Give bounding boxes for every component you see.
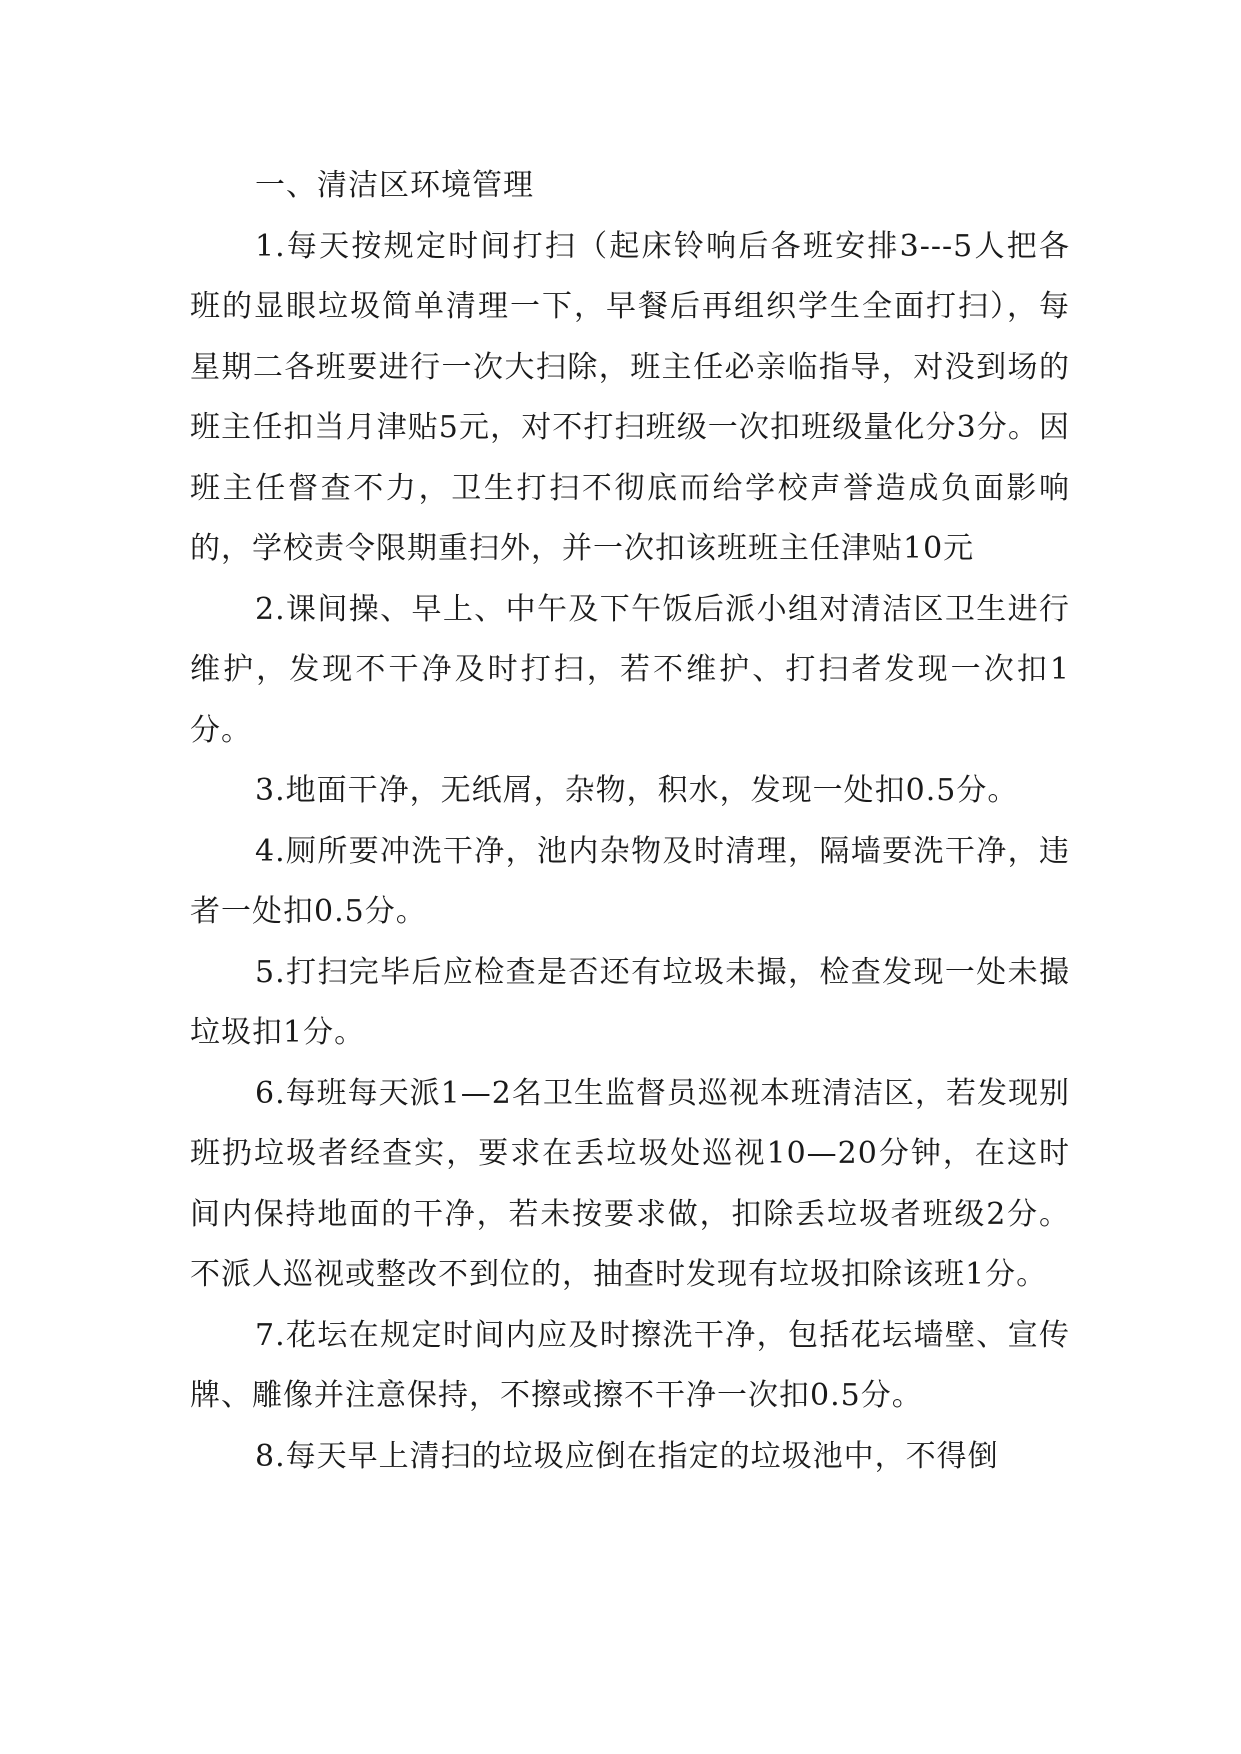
paragraph-item-6: 6.每班每天派1—2名卫生监督员巡视本班清洁区，若发现别班扔垃圾者经查实，要求在丢垃圾处巡视10—20分钟，在这时间内保持地面的干净，若未按要求做，扣除丢垃圾者班级2分。不派人巡视或整改不到位的，抽查时发现有垃圾扣除该班1分。	[190, 1075, 1070, 1292]
paragraph-item-3: 3.地面干净，无纸屑，杂物，积水，发现一处扣0.5分。	[255, 773, 1019, 808]
paragraph-item-5: 5.打扫完毕后应检查是否还有垃圾未撮，检查发现一处未撮垃圾扣1分。	[190, 954, 1070, 1050]
paragraph-item-8: 8.每天早上清扫的垃圾应倒在指定的垃圾池中，不得倒	[255, 1438, 999, 1474]
document-body	[190, 156, 1070, 1487]
paragraph-item-7: 7.花坛在规定时间内应及时擦洗干净，包括花坛墙壁、宣传牌、雕像并注意保持，不擦或擦不干净一次扣0.5分。	[190, 1317, 1070, 1413]
paragraph-item-1: 1.每天按规定时间打扫（起床铃响后各班安排3---5人把各班的显眼垃圾简单清理一下，早餐后再组织学生全面打扫），每星期二各班要进行一次大扫除，班主任必亲临指导，对没到场的班主任扣当月津贴5元，对不打扫班级一次扣班级量化分3分。因班主任督查不力，卫生打扫不彻底而给学校声誉造成负面影响的，学校责令限期重扫外，并一次扣该班班主任津贴10元	[190, 228, 1070, 566]
section-heading: 一、清洁区环境管理	[255, 168, 534, 203]
paragraph-item-2: 2.课间操、早上、中午及下午饭后派小组对清洁区卫生进行维护，发现不干净及时打扫，若不维护、打扫者发现一次扣1分。	[190, 591, 1070, 748]
paragraph-item-4: 4.厕所要冲洗干净，池内杂物及时清理，隔墙要洗干净，违者一处扣0.5分。	[190, 833, 1070, 929]
